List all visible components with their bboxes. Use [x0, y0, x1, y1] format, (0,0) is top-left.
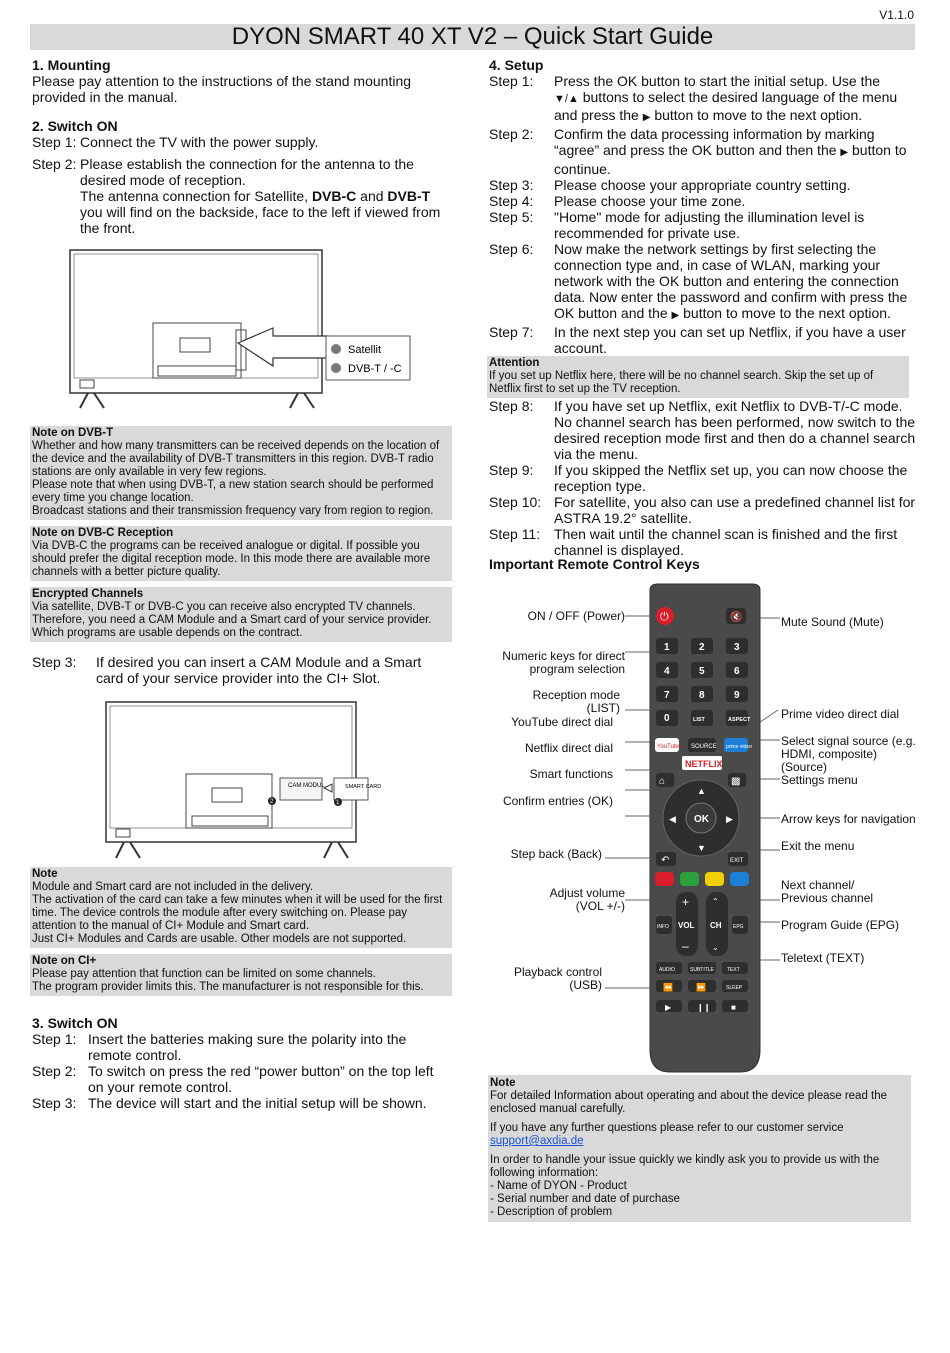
badge-1: 1: [336, 800, 340, 806]
down-arrow-icon[interactable]: ▼: [697, 843, 706, 853]
step-text: Insert the batteries making sure the polarity into the remote control.: [88, 1031, 407, 1063]
note-dvbt-box: [30, 426, 452, 520]
settings-icon: ▩: [731, 776, 741, 787]
settings-key-label: Settings menu: [781, 773, 858, 787]
numeric-keys-label: Numeric keys for direct program selection: [502, 649, 625, 676]
power-icon: ⏻: [660, 611, 669, 623]
badge-2: 2: [270, 799, 274, 805]
color-key-3[interactable]: [705, 872, 724, 886]
note-line: Broadcast stations and their transmission frequency vary from region to region.: [32, 505, 434, 517]
mounting-heading: 1. Mounting: [32, 57, 111, 73]
encrypted-box: [30, 587, 452, 642]
attention-title: Attention: [489, 357, 540, 369]
page-title: DYON SMART 40 XT V2 – Quick Start Guide: [30, 24, 915, 50]
step-text: Please choose your appropriate country setting.: [554, 177, 851, 193]
up-arrow-icon[interactable]: ▲: [697, 786, 706, 796]
step-text: Press the OK button to start the initial setup. Use the: [554, 73, 881, 89]
support-email-link[interactable]: support@axdia.de: [490, 1135, 584, 1147]
note-text: Via satellite, DVB-T or DVB-C you can receive also encrypted TV channels. Therefore, you need a CAM Module and a Smart card of your service provider. Which programs are usable depends on the contract.: [32, 601, 432, 639]
step-text: If desired you can insert a CAM Module and a Smart card of your service provider into the CI+ Slot.: [96, 654, 422, 686]
note-title: Note on DVB-T: [32, 427, 114, 439]
attention-text: If you set up Netflix here, there will be no channel search. Skip the set up of Netflix first to set up the TV reception.: [489, 370, 874, 395]
epg-key-label: Program Guide (EPG): [781, 918, 900, 932]
digit-key-text: 2: [699, 642, 705, 653]
step-label: Step 7:: [489, 324, 534, 340]
section-mounting: [32, 57, 442, 105]
smart-key-label: Smart functions: [529, 767, 613, 781]
note-line: Module and Smart card are not included in the delivery.: [32, 881, 314, 893]
section-heading: 3. Switch ON: [32, 1015, 118, 1031]
note-title: Note on CI+: [32, 955, 97, 967]
step-text: buttons to select the desired language of the menu and press the: [554, 89, 898, 123]
step-text: Confirm the data processing information by marking “agree” and press the OK button and then the: [554, 126, 875, 158]
sleep-key-text: SLEEP: [726, 985, 743, 991]
tv-back-illustration: [68, 248, 418, 413]
step-text: Now make the network settings by first selecting the connection type and, in case of WLAN, marking your network with the OK button and entering the connection data. Now enter the password and confirm with press the OK button and the: [554, 241, 908, 321]
play-icon: ▶: [665, 1003, 672, 1012]
step-text: The antenna connection for Satellite,: [80, 188, 312, 204]
right-arrow-icon: ▶: [642, 112, 651, 123]
step-label: Step 11:: [489, 526, 541, 542]
step-label: Step 3:: [32, 1095, 77, 1111]
note-title: Note on DVB-C Reception: [32, 527, 174, 539]
source-key-text: SOURCE: [691, 744, 717, 750]
step-text: Please establish the connection for the antenna to the desired mode of reception.: [80, 156, 414, 188]
step-text: To switch on press the red “power button” on the top left on your remote control.: [88, 1063, 434, 1095]
exit-key-text: EXIT: [730, 858, 744, 864]
dvbt-text: DVB-T: [387, 188, 431, 204]
back-key-label: Step back (Back): [510, 847, 602, 861]
note-text: Via DVB-C the programs can be received analogue or digital. If possible you should prefer the digital reception mode. In this mode there are available more channels with a better picture quality.: [32, 540, 431, 578]
attention-box: [487, 356, 909, 398]
step-label: Step 10:: [489, 494, 542, 510]
fast-forward-icon: ⏩: [696, 983, 706, 992]
reception-mode-label: Reception mode (LIST): [532, 688, 620, 715]
list-button-text: LIST: [693, 717, 705, 723]
step-text: Connect the TV with the power supply.: [80, 134, 319, 150]
digit-key-text: 7: [664, 690, 670, 701]
list-item: - Name of DYON - Product: [490, 1180, 627, 1192]
ok-key-label: Confirm entries (OK): [502, 794, 613, 808]
remote-heading: Important Remote Control Keys: [489, 556, 700, 572]
right-arrow-icon: ▶: [840, 147, 849, 158]
note-dvbc-box: [30, 526, 452, 581]
youtube-key-text: YouTube: [657, 744, 681, 750]
dvbc-text: DVB-C: [311, 188, 357, 204]
dvbt-port-label: DVB-T / -C: [348, 363, 402, 375]
down-up-arrow-icon: ▼/▲: [554, 93, 579, 105]
note-text: In order to handle your issue quickly we kindly ask you to provide us with the following information:: [490, 1154, 880, 1179]
switch-on-heading: 2. Switch ON: [32, 118, 118, 134]
plus-icon: +: [682, 895, 690, 909]
teletext-key-label: Teletext (TEXT): [781, 951, 865, 965]
subtitle-key-text: SUBTITLE: [690, 967, 714, 973]
left-arrow-icon[interactable]: ◀: [669, 814, 676, 824]
step-label: Step 1:: [32, 1031, 77, 1047]
note-ci-box: [30, 954, 452, 996]
rewind-icon: ⏪: [663, 983, 673, 992]
color-key-4[interactable]: [730, 872, 749, 886]
step-label: Step 2:: [32, 156, 77, 172]
step-text: If you have set up Netflix, exit Netflix to DVB-T/-C mode. No channel search has been performed, now switch to the desired reception mode first and then do a channel search via the menu.: [554, 398, 916, 462]
step-text: For satellite, you also can use a predefined channel list for ASTRA 19.2° satellite.: [554, 494, 916, 526]
digit-key-text: 4: [664, 666, 670, 677]
youtube-key-label: YouTube direct dial: [511, 715, 613, 729]
step-label: Step 1:: [489, 73, 534, 89]
minus-icon: –: [682, 939, 689, 953]
audio-key-text: AUDIO: [659, 967, 675, 973]
prime-key-label: Prime video direct dial: [781, 707, 900, 721]
aspect-button-text: ASPECT: [728, 717, 751, 723]
step-text: Please choose your time zone.: [554, 193, 746, 209]
digit-key-text: 9: [734, 690, 740, 701]
step-label: Step 1:: [32, 134, 77, 150]
step-text: button to continue.: [554, 142, 907, 177]
note-text: For detailed Information about operating and about the device please read the enclosed manual carefully.: [490, 1090, 888, 1115]
note-text: If you have any further questions please refer to our customer service: [490, 1122, 844, 1134]
digit-key-text: 5: [699, 666, 705, 677]
note-title: Note: [32, 868, 58, 880]
power-key-label: ON / OFF (Power): [527, 609, 625, 623]
step-label: Step 9:: [489, 462, 534, 478]
ok-key-text: OK: [694, 814, 709, 825]
channel-key-label: Next channel/ Previous channel: [781, 878, 874, 905]
digit-key-text: 3: [734, 642, 740, 653]
section-switch-on-remote: [32, 1015, 450, 1111]
info-key-text: INFO: [657, 924, 669, 930]
satellit-label: Satellit: [348, 344, 382, 356]
note-line: Whether and how many transmitters can be received depends on the location of the device and the availability of DVB-T transmitters in this region. DVB-T radio stations are only available in very few regions.: [32, 440, 440, 478]
tv-cam-illustration: [104, 700, 382, 862]
note-line: Please note that when using DVB-T, a new station search should be performed every time you change location.: [32, 479, 434, 504]
setup-heading: 4. Setup: [489, 57, 544, 73]
cam-module-label: CAM MODUL: [288, 783, 325, 789]
list-item: - Description of problem: [490, 1206, 613, 1218]
step-text: The device will start and the initial setup will be shown.: [88, 1095, 427, 1111]
step-text: you will find on the backside, face to the left if viewed from the front.: [80, 204, 441, 236]
note-line: The activation of the card can take a few minutes when it will be used for the first time. The device controls the module after every switching on. Please pay attention to the manual of CI+ Module and Smart card.: [32, 894, 443, 932]
note-module-box: [30, 867, 452, 948]
digit-button-0-text: 0: [664, 713, 670, 724]
section-setup: [489, 57, 917, 558]
exit-key-label: Exit the menu: [781, 839, 855, 853]
note-line: Please pay attention that function can be limited on some channels.: [32, 968, 376, 980]
note-title: Encrypted Channels: [32, 588, 144, 600]
ch-down-icon: ⌄: [712, 943, 719, 952]
arrow-keys-label: Arrow keys for navigation: [781, 812, 916, 826]
smart-card-label: SMART CARD: [345, 784, 382, 790]
section-switch-on: [32, 118, 452, 236]
source-key-label: Select signal source (e.g. HDMI, composite) (Source): [781, 734, 916, 774]
note-line: Just CI+ Modules and Cards are usable. Other models are not supported.: [32, 933, 407, 945]
pause-icon: ❙❙: [697, 1003, 711, 1012]
vol-key-text: VOL: [678, 921, 695, 930]
step-text: "Home" mode for adjusting the illumination level is recommended for private use.: [554, 209, 865, 241]
and-text: and: [356, 188, 388, 204]
mounting-text: Please pay attention to the instructions of the stand mounting provided in the manual.: [32, 73, 412, 105]
back-icon: ↶: [661, 855, 670, 866]
epg-key-text: EPG: [733, 924, 744, 930]
text-key-text: TEXT: [727, 967, 740, 973]
step-text: button to move to the next option.: [683, 305, 891, 321]
remote-control: [600, 580, 790, 1080]
step3-cam: [32, 654, 450, 686]
step-label: Step 6:: [489, 241, 534, 257]
netflix-key-label: Netflix direct dial: [524, 741, 613, 755]
right-arrow-icon: ▶: [671, 310, 680, 321]
version-label: V1.1.0: [879, 8, 914, 22]
step-label: Step 2:: [32, 1063, 77, 1079]
ch-up-icon: ⌃: [712, 897, 719, 906]
digit-key-text: 6: [734, 666, 740, 677]
step-label: Step 3:: [489, 177, 534, 193]
mute-key-label: Mute Sound (Mute): [781, 615, 884, 629]
right-arrow-icon[interactable]: ▶: [726, 814, 733, 824]
step-label: Step 4:: [489, 193, 534, 209]
mute-icon: 🔇: [730, 612, 743, 623]
ch-key-text: CH: [710, 921, 722, 930]
digit-key-text: 8: [699, 690, 705, 701]
prime-key-text: prime video: [726, 744, 752, 750]
home-icon: ⌂: [659, 776, 666, 787]
note-title: Note: [490, 1077, 516, 1089]
step-text: Then wait until the channel scan is finished and the first channel is displayed.: [554, 526, 898, 558]
netflix-key-text: NETFLIX: [685, 759, 723, 769]
volume-key-label: Adjust volume (VOL +/-): [549, 886, 625, 913]
playback-key-label: Playback control (USB): [513, 965, 602, 992]
step-text: If you skipped the Netflix set up, you can now choose the reception type.: [554, 462, 908, 494]
note-line: The program provider limits this. The manufacturer is not responsible for this.: [32, 981, 424, 993]
color-key-2[interactable]: [680, 872, 699, 886]
list-item: - Serial number and date of purchase: [490, 1193, 680, 1205]
color-key-1[interactable]: [655, 872, 674, 886]
digit-key-text: 1: [664, 642, 670, 653]
stop-icon: ■: [731, 1003, 736, 1012]
final-note-box: [488, 1075, 911, 1222]
step-text: button to move to the next option.: [654, 107, 863, 123]
step-text: In the next step you can set up Netflix, if you have a user account.: [554, 324, 906, 356]
step-label: Step 2:: [489, 126, 534, 142]
step-label: Step 5:: [489, 209, 534, 225]
step-label: Step 8:: [489, 398, 534, 414]
step-label: Step 3:: [32, 654, 77, 670]
